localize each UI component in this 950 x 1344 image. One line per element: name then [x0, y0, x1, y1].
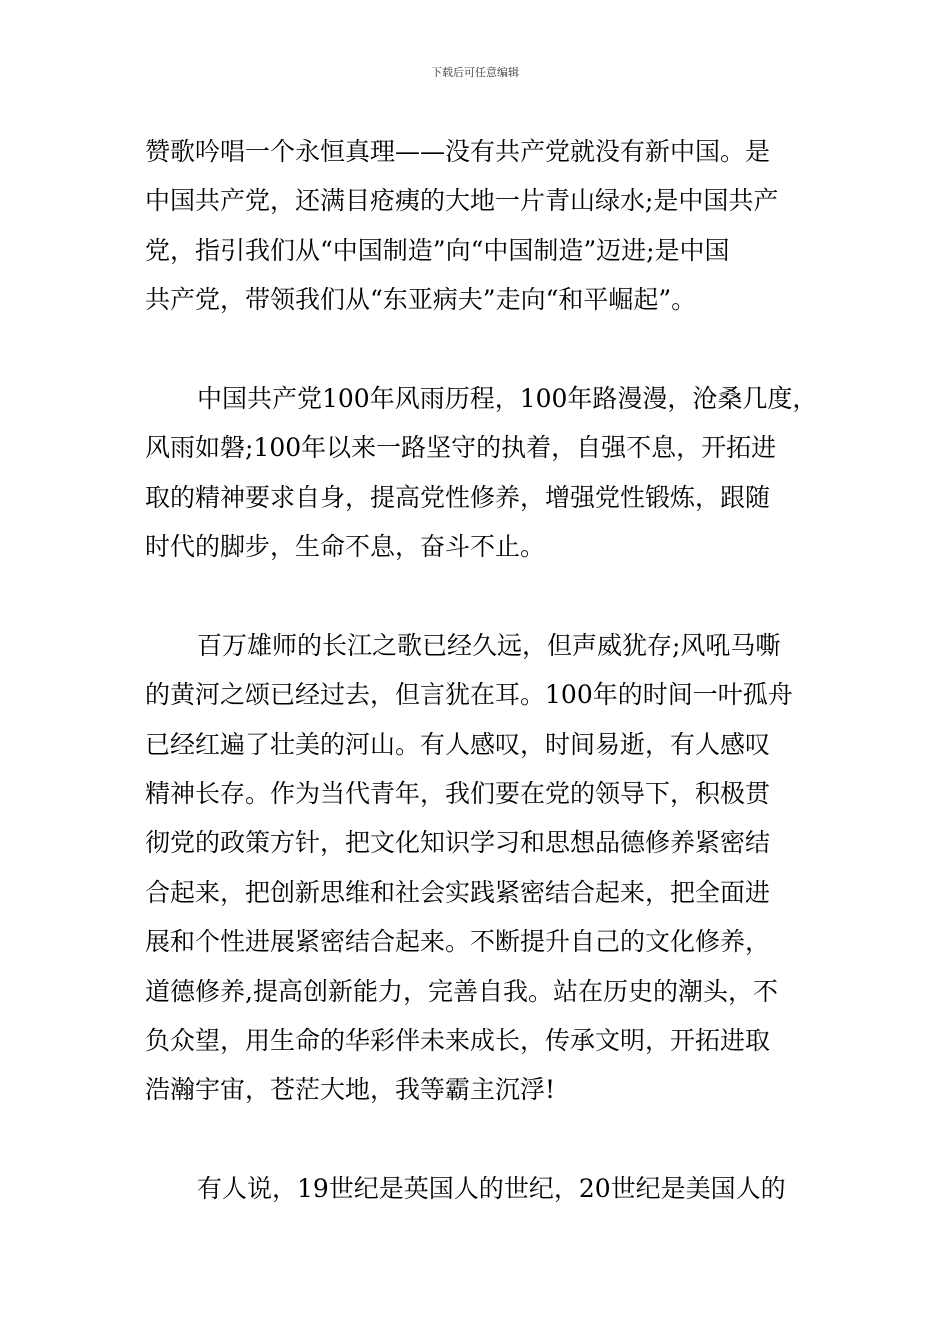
text-line: 时代的脚步，生命不息，奋斗不止。: [145, 532, 546, 562]
text-line: 有人说，19世纪是英国人的世纪，20世纪是美国人的: [197, 1174, 786, 1204]
text-line: 赞歌吟唱一个永恒真理——没有共产党就没有新中国。是: [145, 137, 771, 166]
text-line: 精神长存。作为当代青年，我们要在党的领导下，积极贯: [145, 779, 771, 809]
text-line: 百万雄师的长江之歌已经久远，但声威犹存;风吼马嘶: [197, 630, 781, 660]
page-header: 下载后可任意编辑: [431, 66, 519, 79]
text-line: 合起来，把创新思维和社会实践紧密结合起来，把全面进: [145, 877, 771, 907]
paragraph-spacer: [145, 1115, 813, 1164]
paragraph-spacer: [145, 325, 813, 374]
text-line: 的黄河之颂已经过去，但言犹在耳。100年的时间一叶孤舟: [145, 680, 793, 710]
text-line: 浩瀚宇宙，苍茫大地，我等霸主沉浮!: [145, 1075, 556, 1105]
text-line: 负众望，用生命的华彩伴未来成长，传承文明，开拓进取: [145, 1026, 771, 1056]
text-line: 展和个性进展紧密结合起来。不断提升自己的文化修养，: [145, 927, 771, 957]
text-line: 彻党的政策方针，把文化知识学习和思想品德修养紧密结: [145, 828, 771, 858]
text-line: 已经红遍了壮美的河山。有人感叹，时间易逝，有人感叹: [145, 729, 771, 759]
text-line: 取的精神要求自身，提高党性修养，增强党性锻炼，跟随: [145, 482, 771, 512]
paragraph-spacer: [145, 572, 813, 621]
text-line: 道德修养,提高创新能力，完善自我。站在历史的潮头，不: [145, 976, 778, 1006]
text-line: 党，指引我们从“中国制造”向“中国制造”迈进;是中国: [145, 235, 730, 265]
paragraph: [145, 374, 818, 572]
paragraph: [145, 127, 813, 325]
text-line: 共产党，带领我们从“东亚病夫”走向“和平崛起”。: [145, 285, 697, 315]
document-body: [145, 127, 818, 1214]
text-line: 风雨如磐;100年以来一路坚守的执着，自强不息，开拓进: [145, 433, 777, 463]
text-line: 中国共产党，还满目疮痍的大地一片青山绿水;是中国共产: [145, 186, 779, 216]
text-line: 中国共产党100年风雨历程，100年路漫漫，沧桑几度，: [197, 383, 818, 413]
paragraph: [145, 1164, 813, 1213]
paragraph: [145, 621, 813, 1115]
